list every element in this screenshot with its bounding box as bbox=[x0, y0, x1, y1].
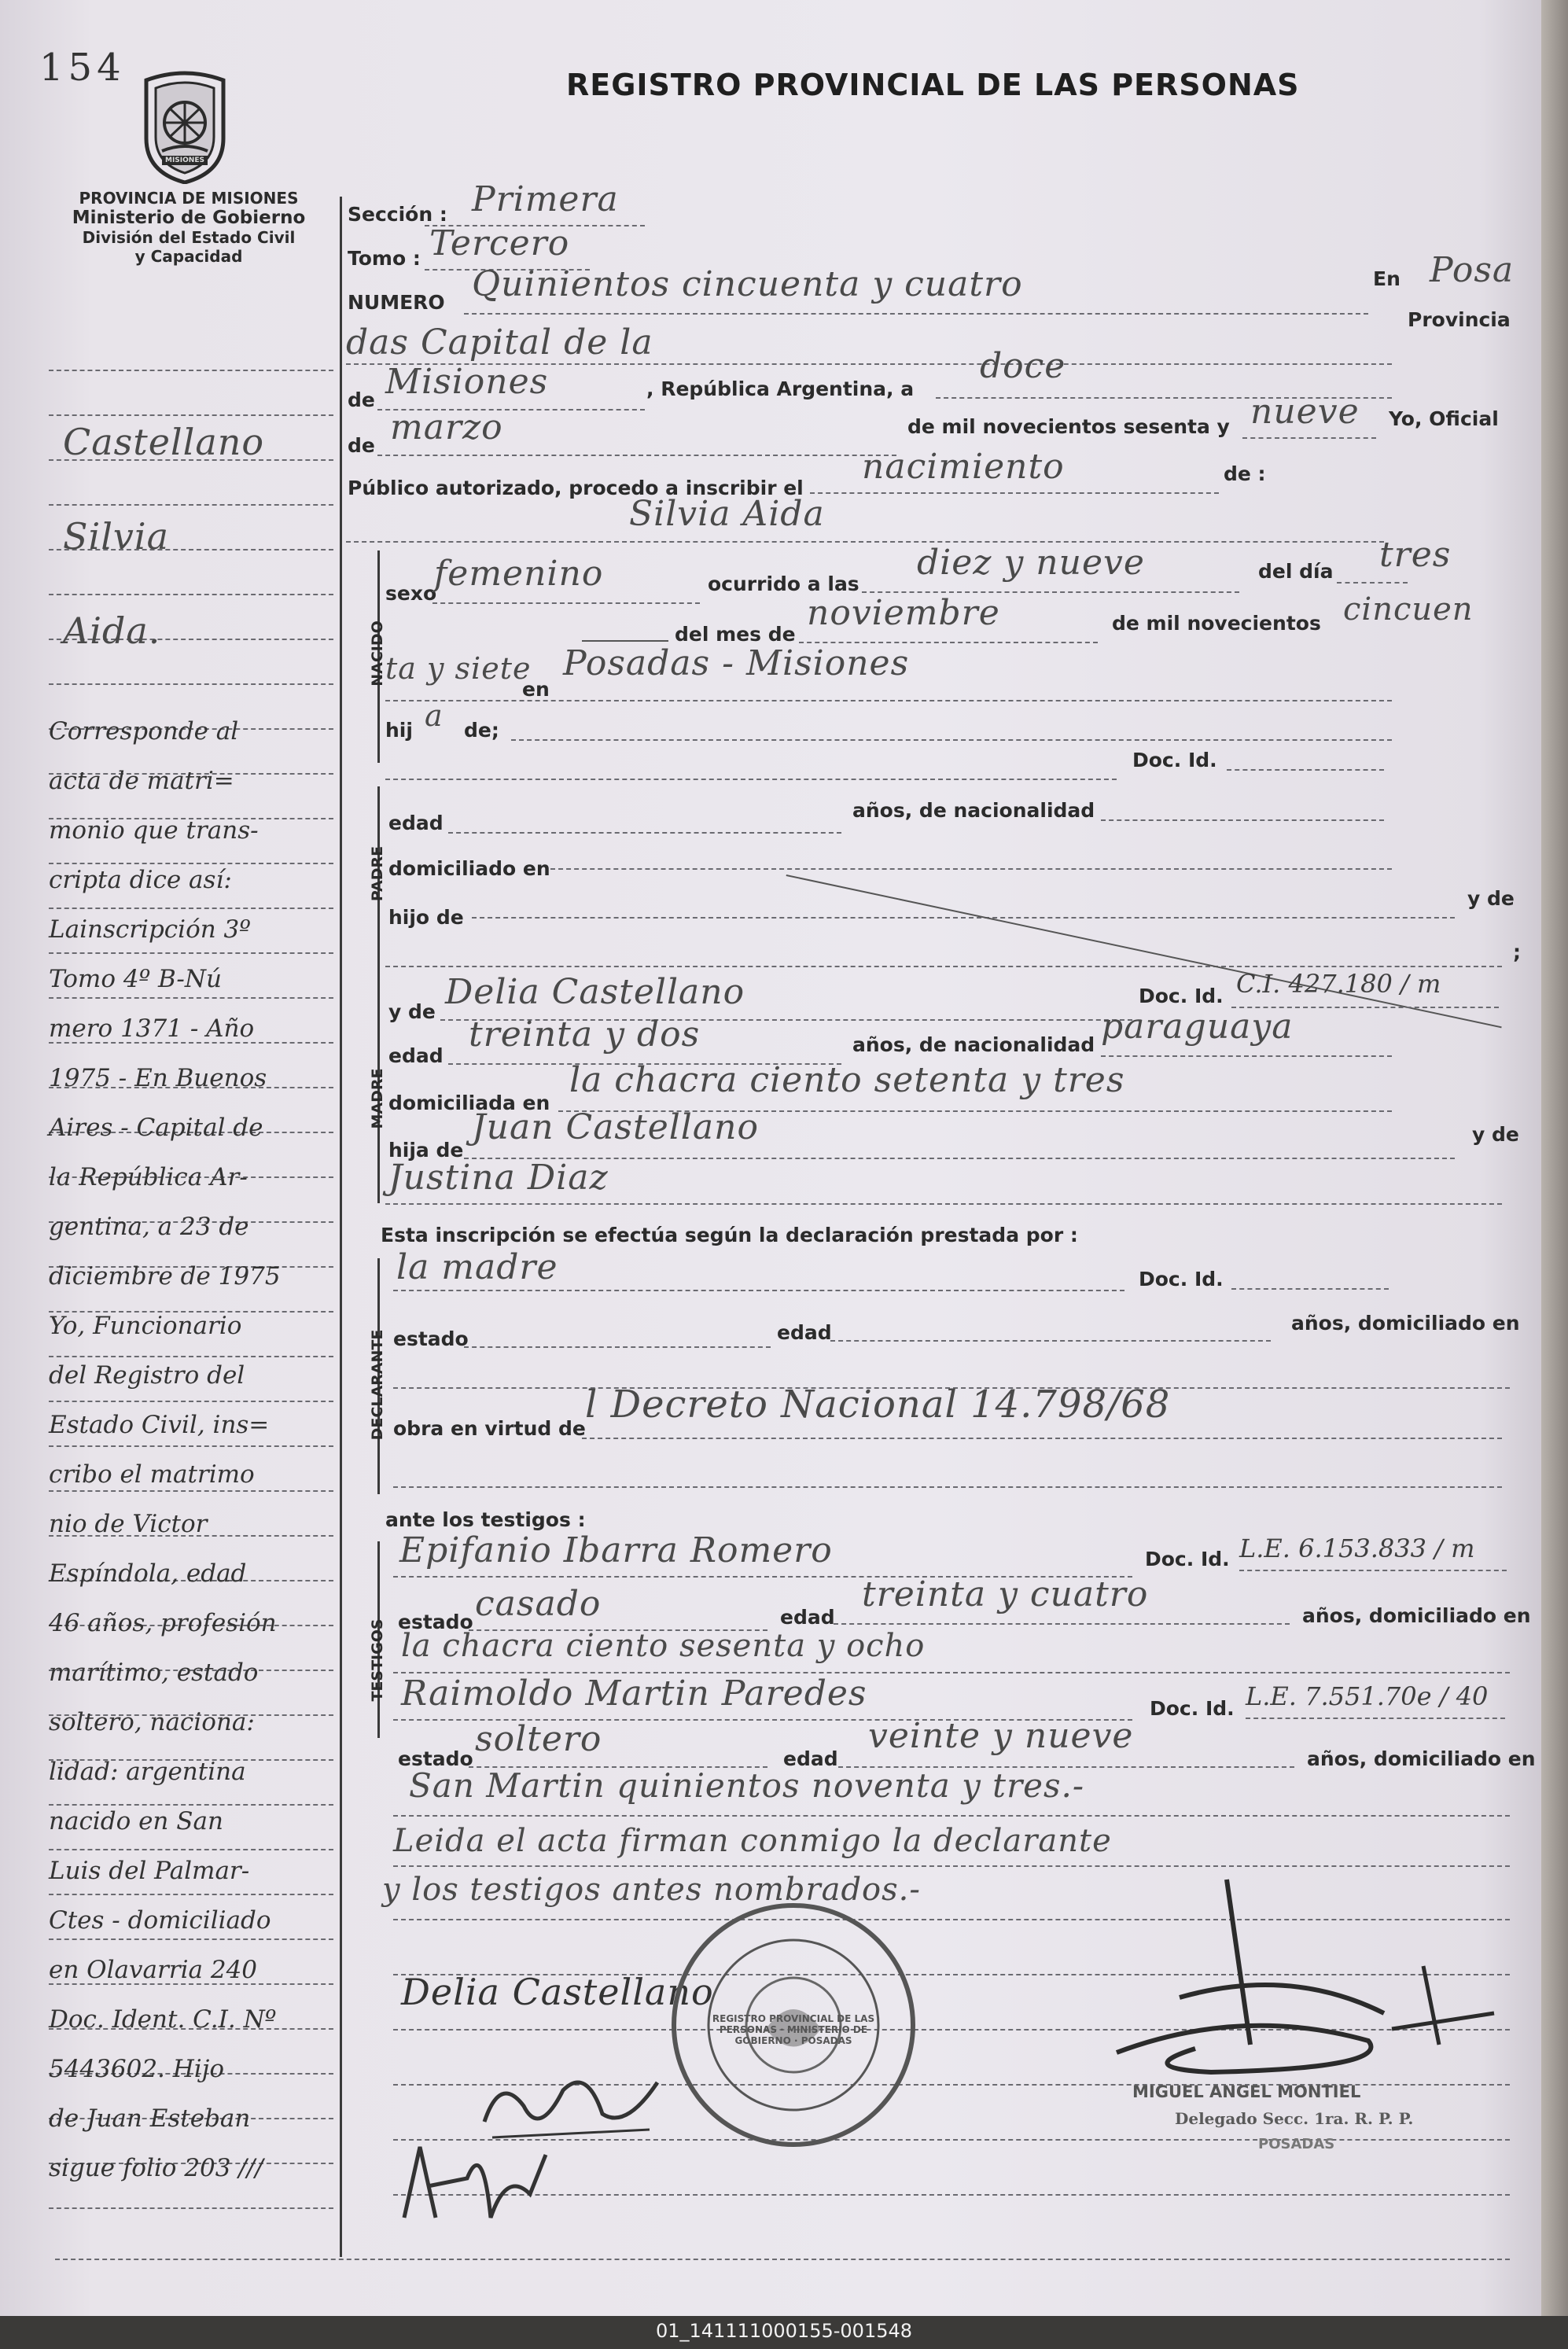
sidebar-note-line: cribo el matrimo bbox=[49, 1460, 255, 1489]
sexo-label: sexo bbox=[385, 582, 437, 605]
ocurrido-label: ocurrido a las bbox=[708, 573, 859, 595]
sidebar-note-line: Corresponde al bbox=[49, 717, 239, 746]
official-name: MIGUEL ANGEL MONTIEL bbox=[1132, 2082, 1361, 2101]
closing-line-1-rule bbox=[393, 1865, 1510, 1867]
sidebar-note-line: Lainscripción 3º bbox=[49, 915, 251, 944]
del-dia-label: del día bbox=[1258, 560, 1334, 583]
sidebar-rule bbox=[49, 2207, 333, 2209]
madre-edad-label: edad bbox=[388, 1044, 444, 1067]
sidebar-note-line: Luis del Palmar- bbox=[49, 1857, 250, 1885]
sidebar-rule bbox=[49, 1356, 333, 1357]
declarante-quien: la madre bbox=[396, 1247, 558, 1287]
sidebar-note-line: 5443602. Hijo bbox=[49, 2055, 224, 2083]
testigo-2-domicilio-line bbox=[393, 1815, 1510, 1817]
sidebar-rule bbox=[49, 908, 333, 909]
sidebar-note-line: sigue folio 203 /// bbox=[49, 2154, 263, 2182]
image-id: 01_141111000155-001548 bbox=[655, 2320, 913, 2342]
testigos-intro-label: ante los testigos : bbox=[385, 1508, 586, 1531]
column-divider bbox=[340, 197, 342, 2257]
declarante-blank-line bbox=[393, 1486, 1502, 1488]
dia-nac-value: tres bbox=[1379, 535, 1452, 575]
sidebar-note-line: acta de matri= bbox=[49, 767, 234, 795]
declarante-edad-label: edad bbox=[777, 1321, 832, 1344]
obra-label: obra en virtud de bbox=[393, 1417, 586, 1440]
lugar-continuation: das Capital de la bbox=[346, 322, 653, 363]
madre-nombre: Delia Castellano bbox=[445, 972, 745, 1012]
padre-domicilio-line bbox=[550, 868, 1392, 870]
sidebar-surname: Castellano bbox=[63, 421, 265, 463]
page-edge bbox=[1541, 0, 1568, 2316]
padre-semicolon: ; bbox=[1513, 941, 1521, 963]
declarante-estado-label: estado bbox=[393, 1327, 469, 1350]
sidebar-note-line: Ctes - domiciliado bbox=[49, 1906, 271, 1935]
testigo-2-domicilio: San Martin quinientos noventa y tres.- bbox=[409, 1766, 1085, 1805]
testigo-2-estado: soltero bbox=[475, 1719, 602, 1759]
sidebar-rule bbox=[49, 370, 333, 371]
sidebar-note-line: lidad: argentina bbox=[49, 1758, 246, 1786]
provincia-label: Provincia bbox=[1408, 308, 1511, 331]
padre-hijo-line bbox=[472, 917, 1455, 919]
testigo-2-edad-label: edad bbox=[783, 1747, 838, 1770]
yo-oficial-label: Yo, Oficial bbox=[1389, 407, 1499, 430]
sidebar-note-line: 46 años, profesión bbox=[49, 1609, 277, 1637]
testigo-1-doc-line bbox=[1239, 1570, 1507, 1571]
sidebar-rule bbox=[49, 863, 333, 864]
numero-line bbox=[464, 313, 1368, 315]
document-title: REGISTRO PROVINCIAL DE LAS PERSONAS bbox=[566, 68, 1300, 102]
tomo-label: Tomo : bbox=[348, 247, 421, 270]
madre-doc-value: C.I. 427.180 / m bbox=[1236, 969, 1441, 999]
declarante-quien-line bbox=[393, 1290, 1124, 1291]
signature-witness-scrawl-2 bbox=[388, 2123, 561, 2233]
de-colon-label: de : bbox=[1224, 462, 1266, 485]
sidebar-note-line: monio que trans- bbox=[49, 816, 259, 845]
sidebar-rule bbox=[49, 1804, 333, 1806]
de-label-1: de bbox=[348, 388, 375, 411]
nombre-line bbox=[346, 541, 1384, 543]
sexo-underline bbox=[582, 640, 668, 642]
del-mes-label: del mes de bbox=[675, 623, 796, 646]
official-seal bbox=[664, 1895, 923, 2155]
anio-nac-1: cincuen bbox=[1343, 591, 1474, 628]
seal-text: REGISTRO PROVINCIAL DE LAS PERSONAS · MINISTERIO DE GOBIERNO · POSADAS bbox=[712, 2013, 875, 2046]
sidebar-given-name-2: Aida. bbox=[63, 609, 161, 652]
publico-label: Público autorizado, procedo a inscribir el bbox=[348, 477, 804, 499]
acto-value: nacimiento bbox=[862, 447, 1065, 487]
provincia-value: Misiones bbox=[385, 362, 549, 402]
sidebar-note-line: diciembre de 1975 bbox=[49, 1262, 281, 1290]
madre-madre-line bbox=[385, 1203, 1502, 1205]
sexo-line bbox=[432, 602, 700, 604]
republica-label: , República Argentina, a bbox=[646, 377, 915, 400]
org-line-2: Ministerio de Gobierno bbox=[72, 208, 306, 228]
madre-hija-line bbox=[464, 1158, 1455, 1159]
testigo-1-doc: L.E. 6.153.833 / m bbox=[1239, 1533, 1475, 1563]
testigo-1-edad-line bbox=[834, 1623, 1290, 1625]
sidebar-note-line: gentina, a 23 de bbox=[49, 1213, 249, 1241]
official-title: Delegado Secc. 1ra. R. P. P. bbox=[1175, 2109, 1414, 2128]
nacido-doc-label: Doc. Id. bbox=[1132, 749, 1217, 771]
madre-edad-value: treinta y dos bbox=[469, 1014, 701, 1055]
madre-y-de-label-2: y de bbox=[1472, 1123, 1519, 1146]
testigo-1-doc-label: Doc. Id. bbox=[1145, 1548, 1230, 1570]
lugar-nac-line bbox=[385, 700, 1392, 701]
testigo-2-doc-line bbox=[1246, 1718, 1505, 1719]
testigos-section-label: TESTIGOS bbox=[369, 1618, 386, 1702]
sidebar-note-line: mero 1371 - Año bbox=[49, 1014, 255, 1043]
en-lower-label: en bbox=[522, 678, 550, 701]
de-label-2: de bbox=[348, 434, 375, 457]
sidebar-rule bbox=[49, 504, 333, 506]
emblem bbox=[138, 66, 231, 184]
de-mil-nov-label: de mil novecientos bbox=[1112, 612, 1321, 635]
testigo-1-nombre: Epifanio Ibarra Romero bbox=[399, 1530, 833, 1570]
org-line-3: División del Estado Civil bbox=[82, 228, 296, 247]
tomo-value: Tercero bbox=[429, 223, 570, 263]
padre-y-de-label: y de bbox=[1467, 887, 1515, 910]
sidebar-note-line: nio de Victor bbox=[49, 1510, 208, 1538]
org-line-4: y Capacidad bbox=[134, 247, 243, 266]
sidebar-note-line: marítimo, estado bbox=[49, 1659, 259, 1687]
madre-nacionalidad: paraguaya bbox=[1101, 1007, 1294, 1047]
nacido-section-label: NACIDO bbox=[369, 620, 386, 687]
signature-official-scrawl bbox=[1085, 1872, 1526, 2084]
sidebar-rule bbox=[49, 1894, 333, 1895]
sidebar-rule bbox=[49, 1938, 333, 1940]
sidebar-note-line: soltero, naciona: bbox=[49, 1708, 255, 1736]
hora-value: diez y nueve bbox=[917, 543, 1145, 583]
sidebar-note-line: la República Ar- bbox=[49, 1163, 248, 1191]
testigo-2-doc: L.E. 7.551.70e / 40 bbox=[1246, 1681, 1489, 1711]
en-value: Posa bbox=[1430, 250, 1515, 290]
testigo-1-edad-label: edad bbox=[780, 1606, 835, 1629]
seccion-value: Primera bbox=[472, 179, 619, 219]
signature-madre: Delia Castellano bbox=[401, 1971, 714, 2013]
closing-line-2: y los testigos antes nombrados.- bbox=[382, 1872, 921, 1908]
testigo-2-nombre: Raimoldo Martin Paredes bbox=[401, 1673, 867, 1714]
sidebar-note-line: de Juan Esteban bbox=[49, 2104, 251, 2133]
numero-value: Quinientos cincuenta y cuatro bbox=[472, 264, 1023, 304]
bottom-line bbox=[55, 2259, 1510, 2260]
declarante-doc-label: Doc. Id. bbox=[1139, 1268, 1224, 1290]
sidebar-note-line: Aires - Capital de bbox=[49, 1114, 263, 1142]
anio-value: nueve bbox=[1250, 392, 1360, 432]
sidebar-note-line: nacido en San bbox=[49, 1807, 223, 1835]
madre-padre-value: Juan Castellano bbox=[472, 1107, 759, 1147]
testigo-1-anos-label: años, domiciliado en bbox=[1302, 1604, 1531, 1627]
mes-line bbox=[377, 455, 896, 456]
sidebar-rule bbox=[49, 952, 333, 954]
org-block bbox=[31, 189, 346, 266]
sidebar-note-line: del Registro del bbox=[49, 1361, 245, 1390]
declarante-anos-label: años, domiciliado en bbox=[1291, 1312, 1520, 1335]
madre-hija-de-label: hija de bbox=[388, 1139, 464, 1162]
testigo-2-doc-label: Doc. Id. bbox=[1150, 1697, 1235, 1720]
inscripcion-label: Esta inscripción se efectúa según la declaración prestada por : bbox=[381, 1224, 1078, 1246]
sidebar-note-line: 1975 - En Buenos bbox=[49, 1064, 267, 1092]
madre-doc-label: Doc. Id. bbox=[1139, 985, 1224, 1007]
padre-edad-line bbox=[448, 832, 841, 834]
hij-label: hij bbox=[385, 719, 413, 742]
acto-line bbox=[810, 492, 1219, 494]
madre-nac-line bbox=[1101, 1055, 1392, 1057]
sidebar-rule bbox=[49, 1849, 333, 1850]
sidebar-rule bbox=[49, 414, 333, 416]
dia-nac-line bbox=[1337, 582, 1408, 584]
testigo-1-estado-label: estado bbox=[398, 1611, 473, 1633]
testigo-2-edad: veinte y nueve bbox=[868, 1716, 1134, 1756]
sidebar-rule bbox=[49, 683, 333, 685]
nacido-doc-line bbox=[385, 779, 1117, 780]
official-city: POSADAS bbox=[1258, 2136, 1335, 2152]
testigo-1-estado: casado bbox=[475, 1584, 602, 1624]
seccion-label: Sección : bbox=[348, 203, 447, 226]
declarante-edad-line bbox=[830, 1340, 1271, 1342]
testigo-1-edad: treinta y cuatro bbox=[862, 1574, 1149, 1614]
madre-domicilio-label: domiciliada en bbox=[388, 1092, 550, 1114]
sidebar-note-line: Yo, Funcionario bbox=[49, 1312, 242, 1340]
emblem-label: MISIONES bbox=[165, 156, 204, 164]
madre-y-de-label: y de bbox=[388, 1000, 436, 1023]
lugar-nac-value: Posadas - Misiones bbox=[563, 643, 910, 683]
padre-anos-label: años, de nacionalidad bbox=[852, 799, 1095, 822]
madre-madre-value: Justina Diaz bbox=[388, 1158, 609, 1198]
anio-line bbox=[1242, 437, 1376, 439]
sidebar-rule bbox=[49, 1445, 333, 1447]
anio-nac-2: ta y siete bbox=[385, 651, 532, 686]
nacido-doc-line-2 bbox=[1227, 769, 1384, 771]
sidebar-note-line: Tomo 4º B-Nú bbox=[49, 965, 222, 993]
hij-line bbox=[511, 739, 1392, 741]
padre-nac-line bbox=[1101, 819, 1384, 821]
org-line-1: PROVINCIA DE MISIONES bbox=[79, 189, 299, 208]
sidebar-note-line: Doc. Ident. C.I. Nº bbox=[49, 2005, 277, 2034]
testigo-1-domicilio: la chacra ciento sesenta y ocho bbox=[401, 1628, 926, 1664]
sexo-value: femenino bbox=[434, 554, 604, 594]
decreto-value: l Decreto Nacional 14.798/68 bbox=[585, 1383, 1171, 1427]
sidebar-rule bbox=[49, 594, 333, 595]
testigo-2-estado-label: estado bbox=[398, 1747, 473, 1770]
sidebar-rule bbox=[49, 1490, 333, 1492]
decreto-line bbox=[582, 1438, 1502, 1439]
dia-value: doce bbox=[980, 346, 1066, 386]
mes-nac-value: noviembre bbox=[807, 593, 1000, 633]
de-mil-label: de mil novecientos sesenta y bbox=[907, 415, 1230, 438]
sidebar-note-line: Estado Civil, ins= bbox=[49, 1411, 270, 1439]
declarante-estado-line bbox=[464, 1346, 771, 1348]
padre-domicilio-label: domiciliado en bbox=[388, 857, 550, 880]
padre-edad-label: edad bbox=[388, 812, 444, 834]
padre-section-label: PADRE bbox=[369, 845, 386, 902]
testigo-2-anos-label: años, domiciliado en bbox=[1307, 1747, 1536, 1770]
sidebar-note-line: Espíndola, edad bbox=[49, 1559, 247, 1588]
hij-suffix: a bbox=[425, 698, 444, 733]
sidebar-rule bbox=[49, 997, 333, 999]
sidebar-note-line: cripta dice así: bbox=[49, 866, 232, 894]
numero-label: NUMERO bbox=[348, 291, 445, 314]
sidebar-rule bbox=[49, 1401, 333, 1402]
mes-value: marzo bbox=[390, 407, 503, 447]
declarante-doc-line bbox=[1231, 1288, 1389, 1290]
declarante-section-label: DECLARANTE bbox=[369, 1329, 386, 1441]
de-semicolon-label: de; bbox=[464, 719, 499, 742]
folio-number: 154 bbox=[39, 46, 126, 90]
sidebar-note-line: en Olavarria 240 bbox=[49, 1956, 258, 1984]
madre-section-label: MADRE bbox=[369, 1068, 386, 1129]
padre-hijo-de-label: hijo de bbox=[388, 906, 464, 929]
sidebar-given-name-1: Silvia bbox=[63, 515, 170, 558]
en-label: En bbox=[1373, 267, 1401, 290]
padre-extra-line bbox=[385, 966, 1502, 967]
closing-line-1: Leida el acta firman conmigo la declarante bbox=[393, 1823, 1112, 1859]
madre-domicilio-value: la chacra ciento setenta y tres bbox=[569, 1060, 1125, 1100]
madre-anos-label: años, de nacionalidad bbox=[852, 1033, 1095, 1056]
nombre-inscripto: Silvia Aida bbox=[629, 494, 825, 534]
